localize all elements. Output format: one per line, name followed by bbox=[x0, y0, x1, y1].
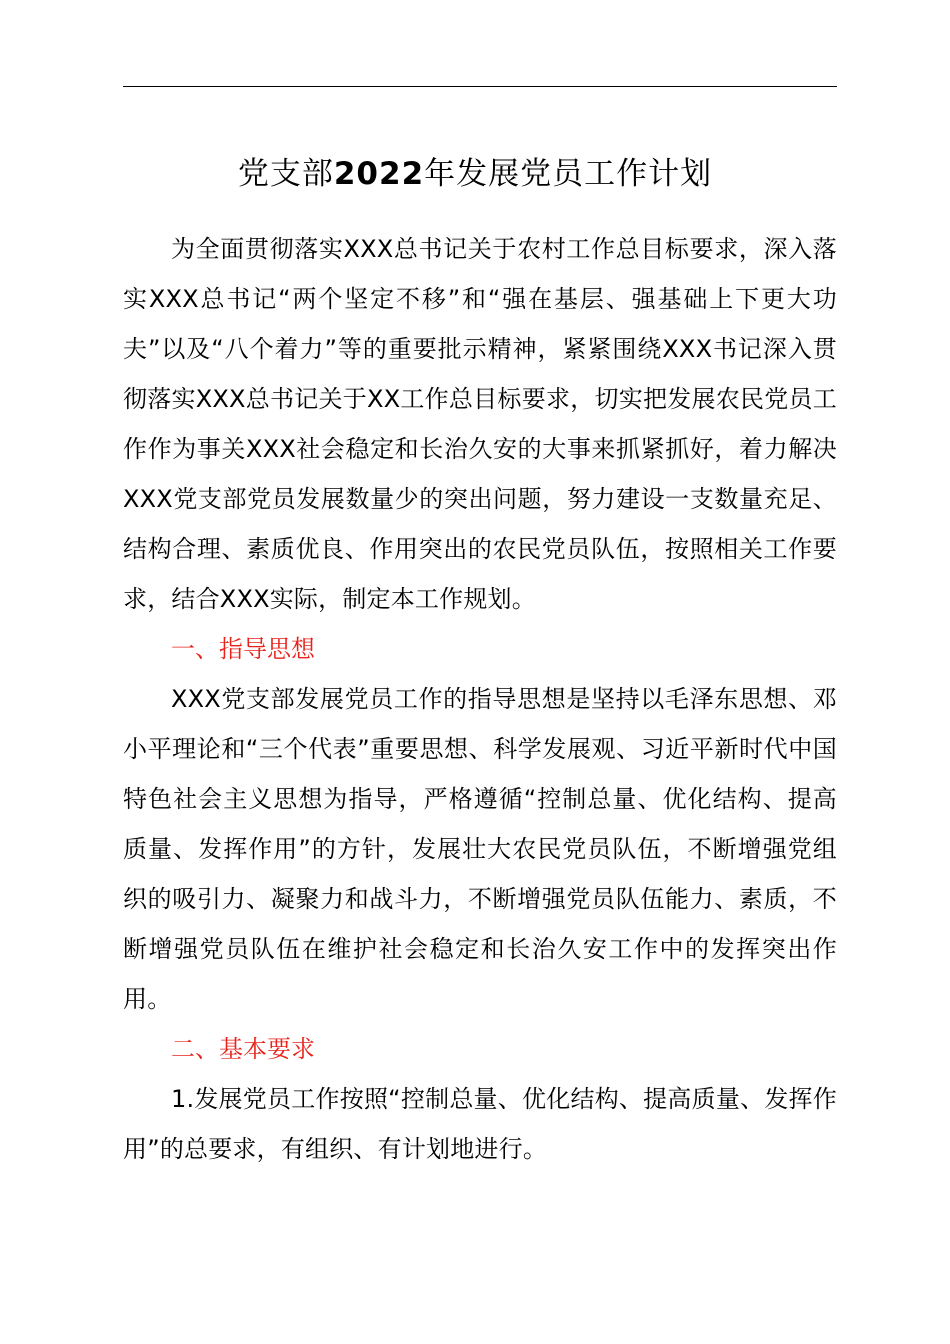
section-body-basic-requirements: 1.发展党员工作按照“控制总量、优化结构、提高质量、发挥作用”的总要求，有组织、有计划地进行。 bbox=[123, 1085, 837, 1163]
title-year: 2022 bbox=[333, 156, 425, 192]
section-body-guiding-ideology: XXX党支部发展党员工作的指导思想是坚持以毛泽东思想、邓小平理论和“三个代表”重要思想、科学发展观、习近平新时代中国特色社会主义思想为指导，严格遵循“控制总量、优化结构、提高质量、发挥作用”的方针，发展壮大农民党员队伍，不断增强党组织的吸引力、凝聚力和战斗力，不断增强党员队伍能力、素质，不断增强党员队伍在维护社会稳定和长治久安工作中的发挥突出作用。 bbox=[123, 685, 837, 1013]
document-body bbox=[123, 224, 837, 1174]
header-rule bbox=[123, 86, 837, 87]
section-heading-guiding-ideology: 一、指导思想 bbox=[171, 635, 315, 663]
section-heading-basic-requirements: 二、基本要求 bbox=[171, 1035, 315, 1063]
title-prefix: 党支部 bbox=[237, 156, 334, 192]
page-title bbox=[0, 148, 950, 200]
intro-paragraph: 为全面贯彻落实XXX总书记关于农村工作总目标要求，深入落实XXX总书记“两个坚定不移”和“强在基层、强基础上下更大功夫”以及“八个着力”等的重要批示精神，紧紧围绕XXX书记深入贯彻落实XXX总书记关于XX工作总目标要求，切实把发展农民党员工作作为事关XXX社会稳定和长治久安的大事来抓紧抓好，着力解决XXX党支部党员发展数量少的突出问题，努力建设一支数量充足、结构合理、素质优良、作用突出的农民党员队伍，按照相关工作要求，结合XXX实际，制定本工作规划。 bbox=[123, 235, 837, 613]
title-suffix: 年发展党员工作计划 bbox=[424, 156, 713, 192]
